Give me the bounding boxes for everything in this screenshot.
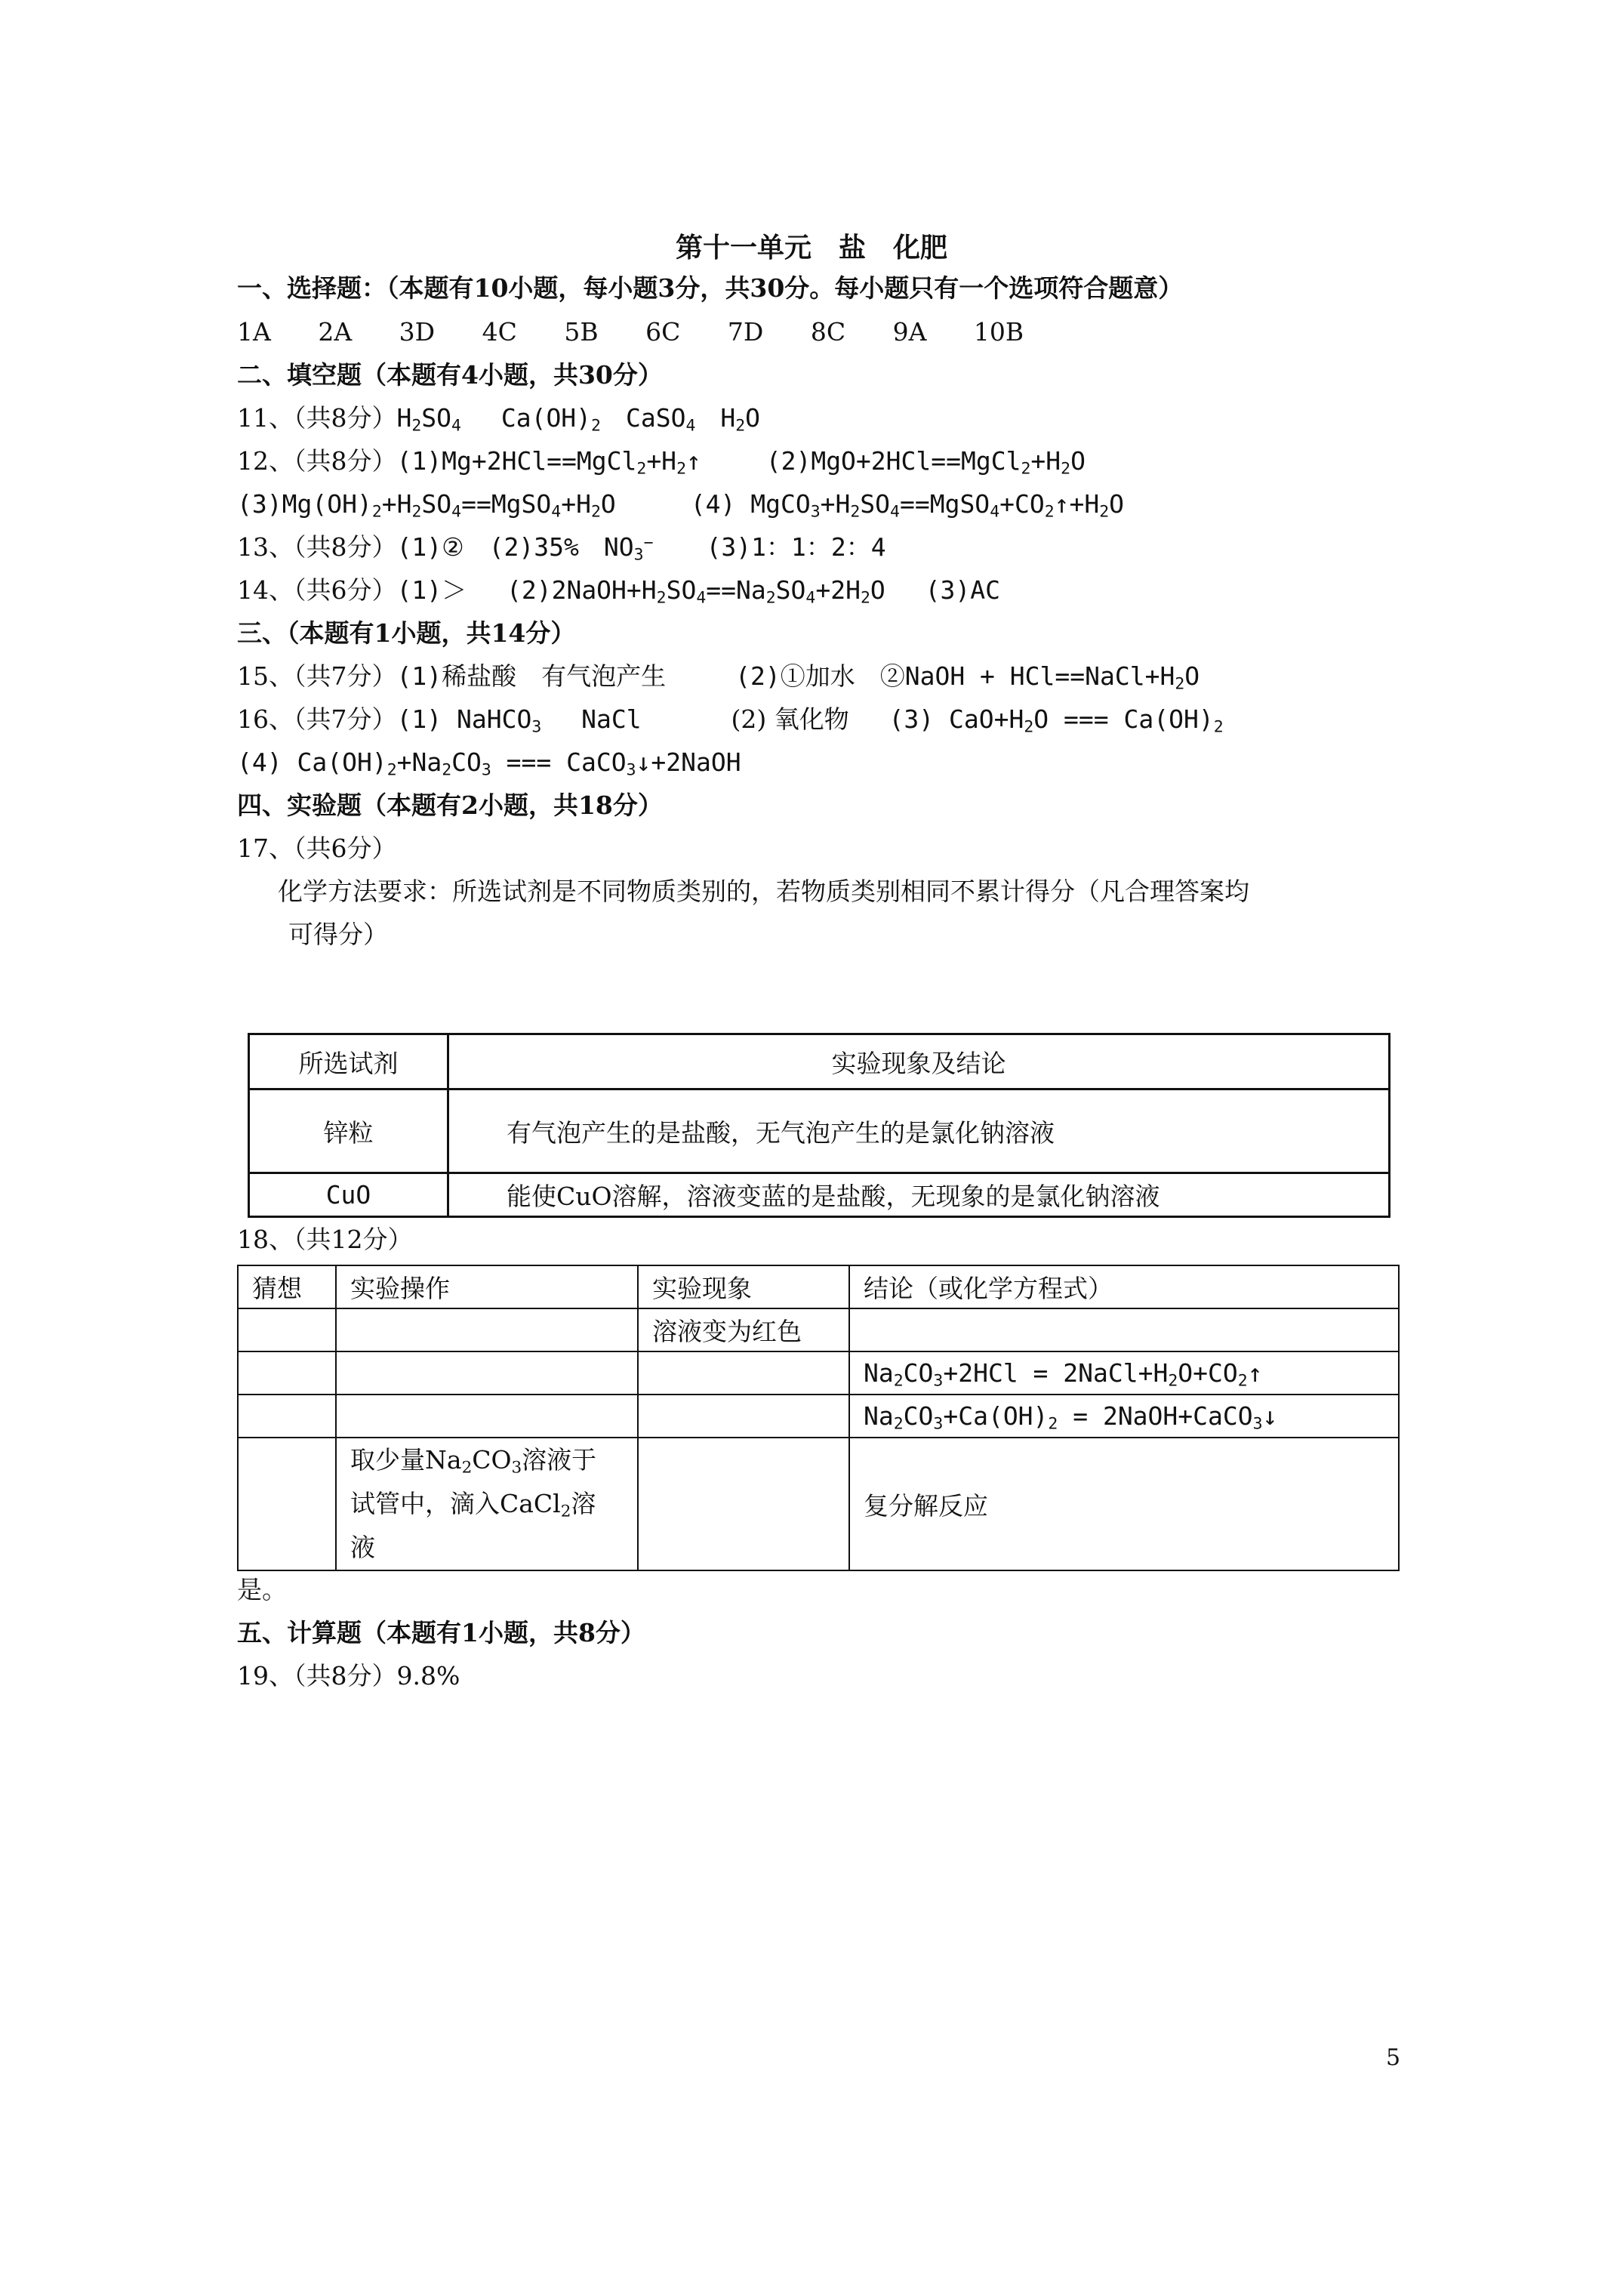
table-row (249, 1173, 1390, 1217)
q17-note-line1: 化学方法要求：所选试剂是不同物质类别的，若物质类别相同不累计得分（凡合理答案均 (278, 877, 1249, 906)
answer-8: 8C (810, 317, 846, 347)
header-operation: 实验操作 (336, 1265, 638, 1308)
q16-label: 16、（共7分） (237, 704, 397, 734)
conclusion-double-decomposition: 复分解反应 (849, 1438, 1399, 1570)
q16-part2: (2) 氧化物 (731, 704, 849, 734)
table-header-row (238, 1265, 1399, 1308)
q13-text: (1)② (2)35% NO (396, 532, 634, 562)
q13-part3: (3)1：1：2：4 (706, 532, 886, 562)
answer-3: 3D (399, 317, 436, 347)
section-2-heading: 二、填空题（本题有4小题，共30分） (237, 360, 663, 390)
answer-9: 9A (892, 317, 927, 347)
header-conclusion: 结论（或化学方程式） (849, 1265, 1399, 1308)
q17-label: 17、（共6分） (237, 834, 397, 863)
q14-part1: (1)＞ (396, 575, 467, 605)
page-title: 第十一单元 盐 化肥 (675, 232, 947, 264)
q14-label: 14、（共6分） (237, 575, 397, 605)
table-row (238, 1438, 1399, 1570)
table-header-row (249, 1034, 1390, 1089)
q13: 13、（共8分）(1)② (2)35% $NO_3^-$ (3)1：1：2：4 (237, 532, 886, 565)
q17-note-line2: 可得分） (288, 920, 388, 949)
reagent-table (248, 1033, 1390, 1218)
phenomenon-red: 溶液变为红色 (638, 1308, 849, 1351)
q11: 11、（共8分）$H_2SO_4$ $Ca(OH)_2$ CaSO$_4$ $H_2O$ (237, 403, 761, 436)
q15-label: 15、（共7分） (237, 661, 397, 691)
section-1-heading: 一、选择题：（本题有10小题，每小题3分，共30分。每小题只有一个选项符合题意） (237, 273, 1184, 303)
q12-continued: $(3)Mg(OH)_2+H_2SO_4==MgSO_4+H_2O$ (4) $MgCO_3+H_2SO_4==MgSO_4+CO_2↑+H_2O$ (237, 489, 1125, 522)
equation-caoh2: $Na_2CO_3+Ca(OH)_2$ = 2NaOH+CaCO$_3$↓ (849, 1395, 1399, 1438)
header-hypothesis: 猜想 (238, 1265, 336, 1308)
q15-part2: (2)①加水 ②NaOH + HCl==NaCl+H (735, 661, 1175, 691)
q16-continued: (4) $Ca(OH)_2+Na_2CO_3$ === CaCO$_3$↓+2NaOH (237, 747, 741, 780)
reagent-zinc: 锌粒 (249, 1089, 448, 1173)
zinc-result: 有气泡产生的是盐酸，无气泡产生的是氯化钠溶液 (448, 1089, 1390, 1173)
table-row (238, 1308, 1399, 1351)
experiment-table (237, 1265, 1400, 1571)
equation-hcl: $Na_2CO_3+2HCl$ = $2NaCl+H_2O+CO_2↑$ (849, 1351, 1399, 1395)
section-3-heading: 三、（本题有1小题，共14分） (237, 618, 576, 648)
section-5-heading: 五、计算题（本题有1小题，共8分） (237, 1618, 645, 1647)
operation-cacl2: 取少量$Na_2CO_3$溶液于 试管中，滴入CaCl$_2$溶 液 (336, 1438, 638, 1570)
choice-answers (237, 316, 1024, 349)
page-number: 5 (1386, 2045, 1401, 2071)
answer-1: 1A (237, 317, 271, 347)
q16: 16、（共7分）(1) NaHCO$_3$ NaCl (2) 氧化物 (3) $CaO+H_2O$ === $Ca(OH)_2$ (237, 704, 1224, 737)
q15: 15、（共7分）(1)稀盐酸 有气泡产生 (2)①加水 ②NaOH + $HCl==NaCl+H_2O$ (237, 661, 1200, 694)
q11-label: 11、（共8分） (237, 403, 397, 433)
header-phenomenon: 实验现象 (638, 1265, 849, 1308)
answer-6: 6C (645, 317, 681, 347)
table-row (238, 1395, 1399, 1438)
q14: 14、（共6分）(1)＞ $(2)2NaOH+H_2SO_4==Na_2SO_4+2H_2O$ (3)AC (237, 575, 1000, 608)
q12: 12、（共8分）$(1)Mg+2HCl==MgCl_2+H_2↑$ $(2)MgO+2HCl==MgCl_2+H_2O$ (237, 446, 1086, 479)
header-phenomenon: 实验现象及结论 (448, 1034, 1390, 1089)
q19: 19、（共8分）9.8% (237, 1661, 460, 1690)
q18-label: 18、（共12分） (237, 1225, 413, 1254)
table-row (249, 1089, 1390, 1173)
section-4-heading: 四、实验题（本题有2小题，共18分） (237, 791, 663, 820)
answer-10: 10B (973, 317, 1024, 347)
after-table-text: 是。 (237, 1575, 287, 1604)
reagent-cuo: CuO (249, 1173, 448, 1217)
q15-part1: (1)稀盐酸 有气泡产生 (396, 661, 667, 691)
answer-4: 4C (482, 317, 517, 347)
answer-2: 2A (318, 317, 353, 347)
answer-7: 7D (727, 317, 764, 347)
q14-part3: (3)AC (925, 575, 1000, 605)
header-reagent: 所选试剂 (249, 1034, 448, 1089)
q12-label: 12、（共8分） (237, 446, 397, 476)
q13-label: 13、（共8分） (237, 532, 397, 562)
cuo-result: 能使CuO溶解，溶液变蓝的是盐酸，无现象的是氯化钠溶液 (448, 1173, 1390, 1217)
table-row (238, 1351, 1399, 1395)
answer-5: 5B (564, 317, 599, 347)
